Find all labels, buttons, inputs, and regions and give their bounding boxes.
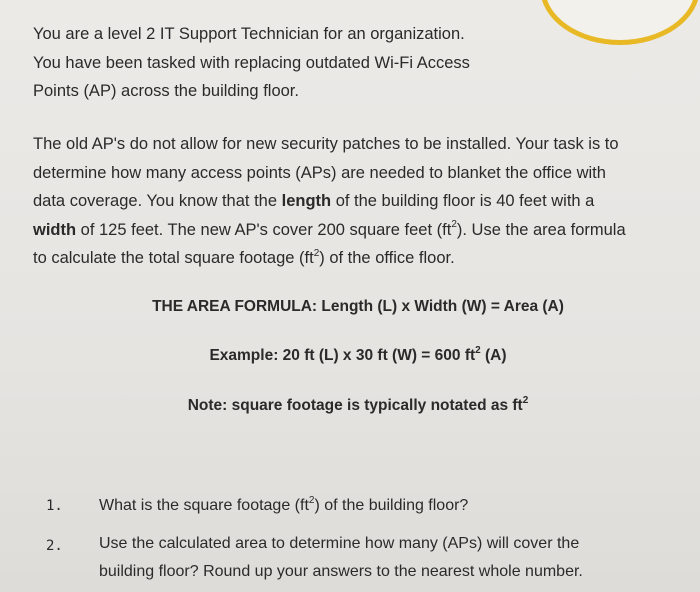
question-text (99, 492, 468, 520)
question-number: 1. (46, 498, 63, 514)
question-text (99, 530, 583, 586)
superscript: 2 (475, 344, 481, 356)
task-text: ). Use the area formula (456, 220, 626, 239)
intro-line: You have been tasked with replacing outdated Wi-Fi Access (33, 53, 470, 72)
notation-note (8, 394, 700, 415)
intro-line: You are a level 2 IT Support Technician for an organization. (33, 25, 465, 43)
question-part: ) of the building floor? (314, 497, 469, 514)
intro-paragraph (33, 20, 553, 106)
task-text: ) of the office floor. (319, 249, 455, 267)
area-formula: THE AREA FORMULA: Length (L) x Width (W) = Area (A) (152, 298, 564, 315)
task-line: determine how many access points (APs) are needed to blanket the office with (33, 163, 606, 182)
area-example (8, 344, 700, 365)
example-text: (A) (480, 347, 507, 364)
task-line: The old AP's do not allow for new security patches to be installed. Your task is to (33, 135, 619, 153)
task-paragraph (33, 130, 683, 273)
task-text: of 125 feet. The new AP's cover 200 square feet (ft (76, 220, 452, 239)
superscript: 2 (313, 247, 320, 259)
task-line (33, 244, 683, 273)
question-line: Use the calculated area to determine how many (APs) will cover the (99, 535, 580, 552)
corner-badge-icon (540, 0, 700, 45)
task-text: data coverage. You know that the (33, 192, 282, 210)
question-line: building floor? Round up your answers to the nearest whole number. (99, 563, 583, 580)
length-term: length (281, 192, 332, 210)
task-line (33, 187, 683, 216)
intro-line: Points (AP) across the building floor. (33, 82, 299, 100)
superscript: 2 (308, 494, 315, 506)
task-text: to calculate the total square footage (ft (33, 249, 314, 267)
superscript: 2 (522, 394, 529, 406)
question-number: 2. (46, 538, 63, 554)
example-text: Example: 20 ft (L) x 30 ft (W) = 600 ft (209, 347, 476, 364)
task-line (33, 216, 683, 245)
width-term: width (33, 220, 77, 239)
task-text: of the building floor is 40 feet with a (331, 192, 595, 210)
question-part: What is the square footage (ft (99, 497, 309, 514)
superscript: 2 (451, 219, 457, 230)
note-text: Note: square footage is typically notated as ft (187, 397, 523, 414)
